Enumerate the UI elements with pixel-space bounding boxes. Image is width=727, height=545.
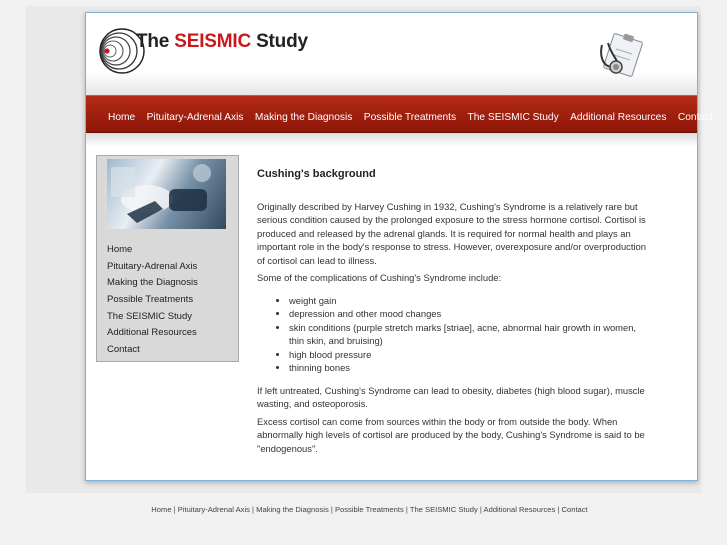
sidebar <box>96 155 239 362</box>
page-container <box>85 12 713 481</box>
list-item: • weight gain <box>289 294 652 308</box>
footer-link-contact[interactable]: Contact <box>561 505 588 514</box>
footer-link-additional-resources[interactable]: Additional Resources <box>483 505 556 514</box>
footer-link-home[interactable]: Home <box>151 505 172 514</box>
sidebar-item-contact[interactable]: Contact <box>107 344 140 356</box>
site-title-prefix: The <box>136 31 175 52</box>
doctor-photo <box>107 159 226 229</box>
site-title[interactable] <box>136 31 308 53</box>
nav-item-additional-resources[interactable]: Additional Resources <box>570 112 667 123</box>
site-header <box>86 13 697 95</box>
site-title-highlight: SEISMIC <box>174 31 251 52</box>
sidebar-item-possible-treatments[interactable]: Possible Treatments <box>107 294 194 306</box>
sidebar-item-home[interactable]: Home <box>107 244 133 255</box>
footer-navigation <box>26 505 713 514</box>
complications-list <box>257 294 652 375</box>
footer-separator: | <box>403 505 410 514</box>
list-item: • high blood pressure <box>289 348 652 362</box>
footer-separator: | <box>171 505 178 514</box>
nav-item-possible-treatments[interactable]: Possible Treatments <box>363 112 457 123</box>
sidebar-item-additional-resources[interactable]: Additional Resources <box>107 327 197 339</box>
footer-separator: | <box>477 505 484 514</box>
footer-link-possible-treatments[interactable]: Possible Treatments <box>334 505 404 514</box>
nav-item-making-the-diagnosis[interactable]: Making the Diagnosis <box>254 112 353 123</box>
main-content <box>257 168 652 459</box>
footer-link-making-the-diagnosis[interactable]: Making the Diagnosis <box>256 505 329 514</box>
content-heading: Cushing's background <box>257 168 376 180</box>
nav-item-pituitary-adrenal-axis[interactable]: Pituitary-Adrenal Axis <box>146 112 244 123</box>
footer-link-seismic-study[interactable]: The SEISMIC Study <box>409 505 478 514</box>
footer-separator: | <box>249 505 257 514</box>
stethoscope-clipboard-icon <box>594 31 646 81</box>
sidebar-item-making-the-diagnosis[interactable]: Making the Diagnosis <box>107 277 198 289</box>
footer-link-pituitary-adrenal-axis[interactable]: Pituitary-Adrenal Axis <box>177 505 250 514</box>
footer-separator: | <box>555 505 562 514</box>
page-background <box>26 6 713 514</box>
nav-item-home[interactable]: Home <box>108 112 136 123</box>
intro-paragraph: Originally described by Harvey Cushing in 1932, Cushing's Syndrome is a relatively rare but serious condition caused by the prolonged exposure to the stress hormone cortisol. Cortisol is produced and released by the adrenal glands. It is required for normal health and plays an important role in the body's response to stress. However, overexposure and/or overproduction of cortisol can lead to illness. <box>257 200 646 266</box>
nav-item-seismic-study[interactable]: The SEISMIC Study <box>467 112 559 123</box>
sidebar-item-seismic-study[interactable]: The SEISMIC Study <box>107 310 193 322</box>
sidebar-item-pituitary-adrenal-axis[interactable]: Pituitary-Adrenal Axis <box>107 260 198 272</box>
untreated-paragraph: If left untreated, Cushing's Syndrome can lead to obesity, diabetes (high blood sugar), muscle wasting, and osteoporosis. <box>257 384 645 409</box>
list-item: • depression and other mood changes <box>289 307 652 321</box>
list-item: • thinning bones <box>289 361 652 375</box>
complications-intro: Some of the complications of Cushing's Syndrome include: <box>257 272 502 283</box>
footer-separator: | <box>328 505 335 514</box>
list-item: • skin conditions (purple stretch marks [striae], acne, abnormal hair growth in women, thin skin, and bruising) <box>289 321 652 348</box>
main-navigation <box>86 95 713 134</box>
site-title-suffix: Study <box>251 31 308 52</box>
nav-shadow <box>86 133 697 147</box>
excess-cortisol-paragraph: Excess cortisol can come from sources within the body or from outside the body. When abnormally high levels of cortisol are produced by the body, Cushing's Syndrome is said to be "endogenous". <box>257 415 645 454</box>
nav-item-contact[interactable]: Contact <box>677 112 713 123</box>
